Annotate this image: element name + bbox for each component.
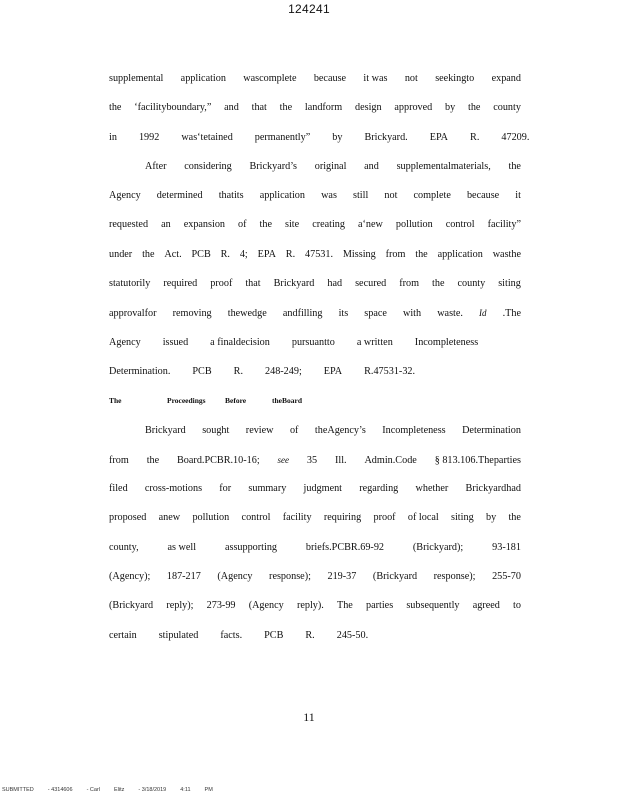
word: removing [172,308,212,320]
word: from [399,278,420,290]
word: to [513,600,521,612]
word: 93-181 [492,541,521,553]
word: 248-249; [265,365,302,377]
word: by [332,131,343,143]
word: that [251,102,267,114]
word: the [508,512,521,524]
word: landform [304,102,343,114]
word: Incompleteness [382,424,446,436]
word: space [364,308,387,320]
word: agreed [472,600,500,612]
word: Brickyard’s [249,160,297,172]
word: that [245,278,261,290]
word: Board.PCBR.10-16; [177,454,260,466]
word: Determination. [109,365,171,377]
document-body-text [109,69,530,655]
footer-stamp-item: - Carl [86,787,101,793]
word: from [109,454,129,466]
word: issued [162,336,189,348]
word: siting [498,278,521,290]
word: EPA [257,248,276,260]
text-line [109,98,521,127]
word: of [238,219,247,231]
word: the [415,248,428,260]
word: stipulated [158,629,199,641]
word: summary [248,483,287,495]
word: and [224,102,239,114]
word: with [402,308,422,320]
word: not [404,73,418,84]
word: review [245,424,274,436]
word: it [515,190,521,202]
word: was‘tetained [181,131,233,143]
word: a finaldecision [210,336,270,348]
word: Brickyard [145,424,186,436]
word: facility” [487,219,521,231]
text-line [109,538,521,567]
word: After [145,160,167,172]
word: wascomplete [243,73,297,84]
word: PCB [264,629,284,641]
word: Ill. [334,454,347,466]
word: under [109,248,133,260]
word: reply); [166,600,194,612]
word: secured [355,278,387,290]
text-line [109,69,521,98]
word: control [241,512,271,524]
word: reply). [296,600,324,612]
word: control [445,219,475,231]
text-line [109,128,530,157]
text-line [109,303,521,332]
word: R.47531-32. [364,365,416,377]
word: still [353,190,369,202]
word: PCB [192,365,212,377]
footer-stamp-item: Elitz [114,787,125,793]
word: response); [269,571,311,583]
word: required [163,278,198,290]
word: application [180,73,226,84]
word: approvalfor [109,308,157,320]
word: the [142,248,155,260]
word: 47209. [501,131,530,143]
word: pollution [395,219,433,231]
text-line [109,479,521,508]
word: statutorily [109,278,151,290]
word: thewedge [227,308,267,320]
footer-stamp-item: SUBMITTED [2,787,34,793]
word: R. [470,131,480,143]
word: county, [109,541,139,553]
word: design [354,102,382,114]
word: (Agency [217,571,253,583]
word: expand [491,73,521,84]
word: considering [184,160,232,172]
footer-stamp-item: - 4314606 [47,787,73,793]
text-line [109,450,521,479]
word: county [493,102,521,114]
word: application [259,190,305,202]
word: by [485,512,497,524]
word: determined [156,190,203,202]
word: sought [202,424,230,436]
text-line [109,274,521,303]
text-line [109,421,521,450]
word: Agency [109,190,141,202]
word: see [277,454,290,465]
word: 273-99 [206,600,236,612]
word: from [385,248,406,260]
text-line [109,362,521,391]
heading-word: Proceedings [167,396,206,406]
word: wasthe [492,248,521,260]
word: andfilling [282,308,323,320]
word: § 813.106.Theparties [434,454,521,466]
heading-word: theBoard [272,396,302,406]
word: R. [305,629,315,641]
footer-stamp-item: - 3/18/2019 [138,787,167,793]
word: pollution [192,512,230,524]
word: Admin.Code [364,454,417,466]
section-heading [109,391,521,420]
word: Act. [164,248,182,260]
word: the [432,278,445,290]
word: an [161,219,171,231]
text-line [109,245,521,274]
word: 35 [306,454,318,466]
word: Brickyard [273,278,315,290]
word: the [467,102,481,114]
word: approved [394,102,433,114]
text-line [109,567,521,596]
word: cross-motions [144,483,203,495]
word: 255-70 [492,571,521,583]
word: Incompleteness [414,336,479,348]
word: not [384,190,398,202]
word: for [219,483,232,495]
word: PCB [191,248,211,260]
word: the [508,160,521,172]
text-line [109,596,521,625]
text-line [109,186,521,215]
word: EPA [429,131,449,143]
word: the [109,102,122,114]
word: (Brickyard [372,571,418,583]
word: requested [109,219,149,231]
word: Brickyard. [364,131,408,143]
word: the [279,102,293,114]
heading-word: The [109,396,122,406]
word: R. [285,248,296,260]
word: supplemental [109,73,164,84]
word: filed [109,483,128,495]
word: thatits [218,190,244,202]
word: proposed [109,512,147,524]
word: because [313,73,347,84]
word: regarding [359,483,399,495]
word: whether [415,483,449,495]
word: 47531. [305,248,334,260]
word: application [437,248,483,260]
document-header-number: 124241 [288,2,330,16]
page-number: 11 [303,710,315,724]
word: assupporting [224,541,278,553]
word: R. [233,365,243,377]
text-line [109,333,521,362]
word: its [338,308,349,320]
text-line [109,215,521,244]
word: response); [433,571,476,583]
word: 4; [239,248,248,260]
word: .The [502,308,521,320]
word: facts. [220,629,243,641]
word: (Agency [248,600,284,612]
word: permanently” [254,131,311,143]
word: by [445,102,456,114]
text-line [109,157,521,186]
word: anew [158,512,181,524]
word: (Agency); [109,571,151,583]
word: creating [312,219,345,231]
word: certain [109,629,137,641]
word: of [289,424,299,436]
word: 187-217 [166,571,201,583]
word: original [314,160,347,172]
word: judgment [303,483,343,495]
word: R. [220,248,230,260]
word: proof [210,278,233,290]
text-line [109,508,521,537]
word: theAgency’s [314,424,366,436]
word: (Brickyard); [412,541,464,553]
word: in [109,131,117,143]
word: siting [451,512,474,524]
word: requiring [323,512,362,524]
word: proof [373,512,396,524]
heading-word: Before [225,396,247,406]
word: ‘facilityboundary,” [134,102,212,114]
word: and [364,160,379,172]
word: complete [413,190,451,202]
word: EPA [323,365,343,377]
word: subsequently [406,600,460,612]
word: a written [356,336,393,348]
word: Agency [109,336,141,348]
word: supplementalmaterials, [396,160,491,172]
word: as well [167,541,197,553]
word: because [466,190,500,202]
word: briefs.PCBR.69-92 [305,541,385,553]
word: facility [282,512,312,524]
word: 245-50. [336,629,369,641]
text-line [109,626,521,655]
word: (Brickyard [109,600,154,612]
word: pursuantto [291,336,335,348]
filing-stamp-footer [2,787,227,793]
word: parties [366,600,394,612]
word: Id [479,308,487,319]
word: The [336,600,353,612]
word: the [146,454,160,466]
word: Brickyardhad [465,483,521,495]
word: 1992 [138,131,160,143]
footer-stamp-item: 4:11 [180,787,191,793]
word: county [457,278,486,290]
word: site [285,219,300,231]
word: of local [407,512,439,524]
word: was [321,190,337,202]
footer-stamp-item: PM [204,787,213,793]
word: seekingto [435,73,475,84]
word: expansion [183,219,226,231]
word: Determination [462,424,521,436]
word: the [259,219,272,231]
word: a‘new [358,219,383,231]
word: it was [363,73,388,84]
word: Missing [342,248,376,260]
word: had [327,278,343,290]
word: waste. [437,308,463,320]
word: 219-37 [327,571,357,583]
